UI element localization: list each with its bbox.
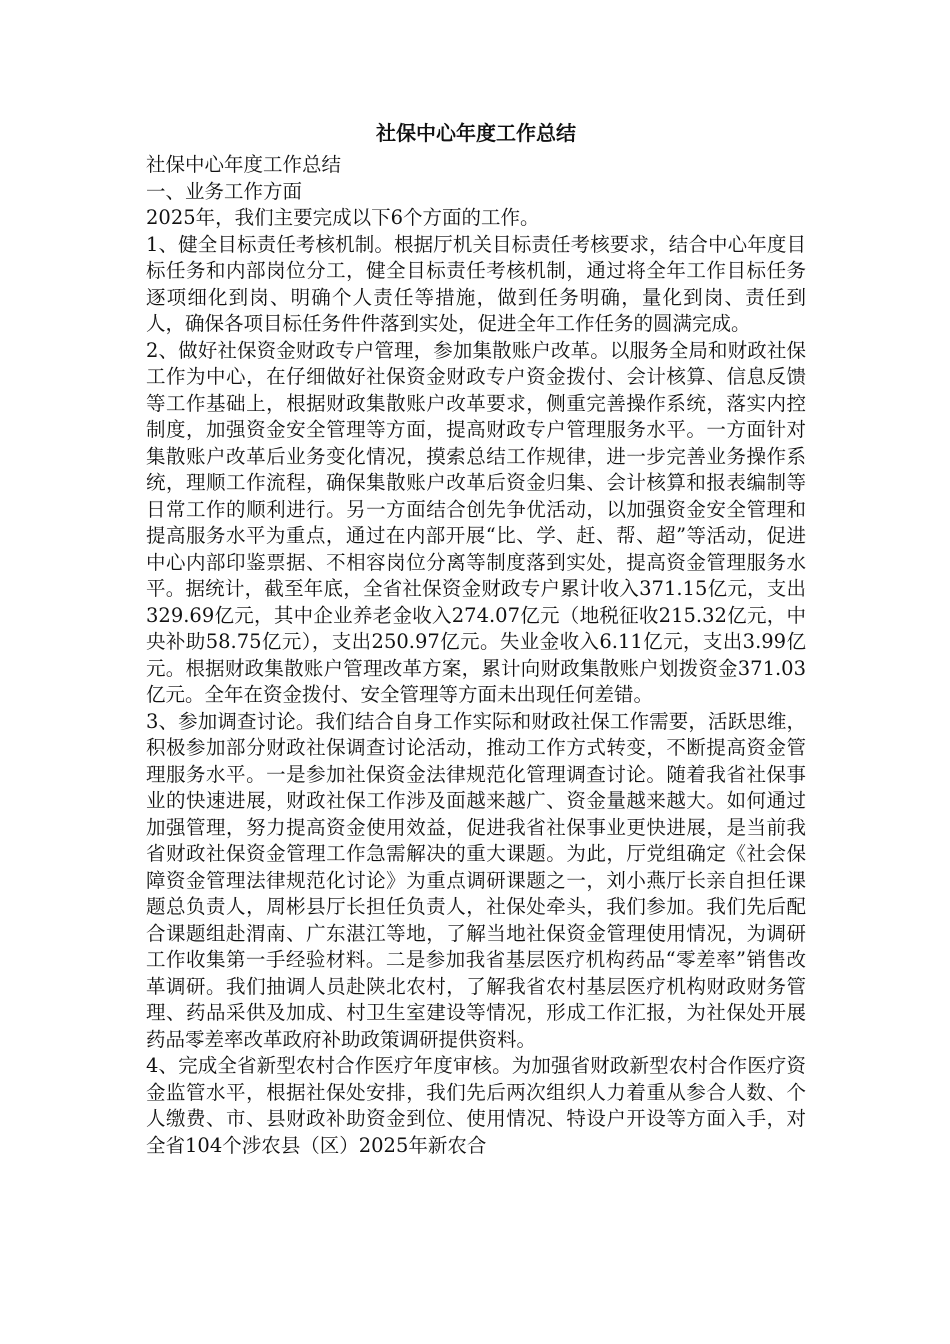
- paragraph-4: 4、完成全省新型农村合作医疗年度审核。为加强省财政新型农村合作医疗资金监管水平，根据社保处安排，我们先后两次组织人力着重从参合人数、个人缴费、市、县财政补助资金到位、使用情况、特设户开设等方面入手，对全省104个涉农县（区）2025年新农合: [146, 1054, 806, 1157]
- document-body: [146, 118, 806, 1159]
- paragraph-3: 3、参加调查讨论。我们结合自身工作实际和财政社保工作需要，活跃思维，积极参加部分财政社保调查讨论活动，推动工作方式转变，不断提高资金管理服务水平。一是参加社保资金法律规范化管理调查讨论。随着我省社保事业的快速进展，财政社保工作涉及面越来越广、资金量越来越大。如何通过加强管理，努力提高资金使用效益，促进我省社保事业更快进展，是当前我省财政社保资金管理工作急需解决的重大课题。为此，厅党组确定《社会保障资金管理法律规范化讨论》为重点调研课题之一，刘小燕厅长亲自担任课题总负责人，周彬县厅长担任负责人，社保处牵头，我们参加。我们先后配合课题组赴渭南、广东湛江等地，了解当地社保资金管理使用情况，为调研工作收集第一手经验材料。二是参加我省基层医疗机构药品“零差率”销售改革调研。我们抽调人员赴陕北农村，了解我省农村基层医疗机构财政财务管理、药品采供及加成、村卫生室建设等情况，形成工作汇报，为社保处开展药品零差率改革政府补助政策调研提供资料。: [146, 709, 806, 1051]
- document-subtitle: 社保中心年度工作总结: [146, 153, 342, 176]
- intro-paragraph: 2025年，我们主要完成以下6个方面的工作。: [146, 206, 540, 229]
- paragraph-2: 2、做好社保资金财政专户管理，参加集散账户改革。以服务全局和财政社保工作为中心，在仔细做好社保资金财政专户资金拨付、会计核算、信息反馈等工作基础上，根据财政集散账户改革要求，侧重完善操作系统，落实内控制度，加强资金安全管理等方面，提高财政专户管理服务水平。一方面针对集散账户改革后业务变化情况，摸索总结工作规律，进一步完善业务操作系统，理顺工作流程，确保集散账户改革后资金归集、会计核算和报表编制等日常工作的顺利进行。另一方面结合创先争优活动，以加强资金安全管理和提高服务水平为重点，通过在内部开展“比、学、赶、帮、超”等活动，促进中心内部印鉴票据、不相容岗位分离等制度落到实处，提高资金管理服务水平。据统计，截至年底，全省社保资金财政专户累计收入371.15亿元，支出329.69亿元，其中企业养老金收入274.07亿元（地税征收215.32亿元，中央补助58.75亿元），支出250.97亿元。失业金收入6.11亿元，支出3.99亿元。根据财政集散账户管理改革方案，累计向财政集散账户划拨资金371.03亿元。全年在资金拨付、安全管理等方面未出现任何差错。: [146, 338, 806, 706]
- document-title: 社保中心年度工作总结: [376, 121, 576, 145]
- paragraph-1: 1、健全目标责任考核机制。根据厅机关目标责任考核要求，结合中心年度目标任务和内部岗位分工，健全目标责任考核机制，通过将全年工作目标任务逐项细化到岗、明确个人责任等措施，做到任务明确，量化到岗、责任到人，确保各项目标任务件件落到实处，促进全年工作任务的圆满完成。: [146, 232, 806, 335]
- section-heading: 一、业务工作方面: [146, 179, 303, 203]
